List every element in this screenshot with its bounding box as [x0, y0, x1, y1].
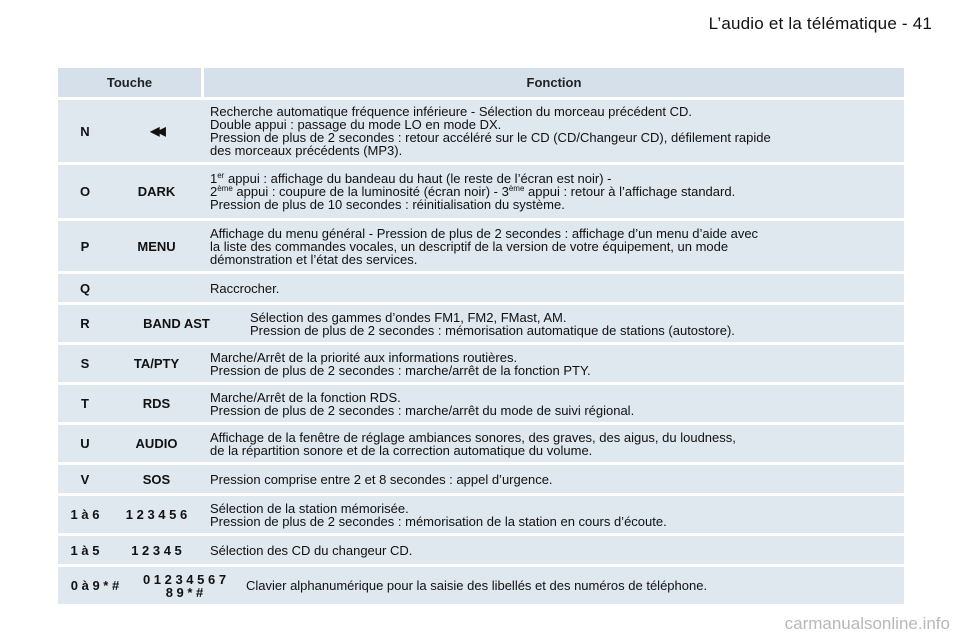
row-button: TA/PTY: [133, 356, 180, 371]
row-key: Q: [79, 280, 91, 296]
table-row: [58, 274, 904, 302]
row-key: 0 à 9 * #: [70, 578, 120, 593]
row-function: Pression comprise entre 2 et 8 secondes : appel d’urgence.: [210, 471, 553, 487]
row-function: Sélection de la station mémorisée. Pression de plus de 2 secondes : mémorisation de la station en cours d’écoute.: [210, 500, 667, 529]
row-button: MENU: [137, 238, 176, 254]
row-function: Recherche automatique fréquence inférieure - Sélection du morceau précédent CD. Double appui : passage du mode LO en mode DX. Pression de plus de 2 secondes : retour accéléré sur le CD (CD/Changeur CD), défilement rapide des morceaux précédents (MP3).: [210, 104, 771, 158]
table-row: [58, 165, 904, 218]
row-button: BAND AST: [143, 316, 210, 331]
row-function: Clavier alphanumérique pour la saisie des libellés et des numéros de téléphone.: [246, 578, 708, 593]
row-key: V: [80, 471, 90, 487]
row-key: U: [80, 436, 90, 451]
row-function: Raccrocher.: [210, 280, 280, 296]
row-button: DARK: [137, 184, 176, 199]
table-row: [58, 465, 904, 493]
row-function: Sélection des gammes d’ondes FM1, FM2, FMast, AM. Pression de plus de 2 secondes : mémorisation automatique de stations (autostore).: [250, 309, 735, 338]
table-row: [58, 221, 904, 271]
row-button: 1 2 3 4 5: [131, 542, 182, 558]
header-fonction: Fonction: [204, 68, 904, 97]
row-key: T: [81, 396, 89, 411]
table-row: [58, 100, 904, 162]
table-row: [58, 536, 904, 564]
row-key: P: [80, 238, 90, 254]
watermark: carmanualsonline.info: [784, 614, 950, 633]
row-button: 0 1 2 3 4 5 6 7 8 9 * #: [142, 571, 227, 600]
row-button: [112, 274, 201, 302]
row-key: R: [80, 316, 90, 331]
row-button: RDS: [142, 396, 171, 411]
page-header: L’audio et la télématique - 41: [708, 14, 932, 33]
row-function: Marche/Arrêt de la fonction RDS. Pression de plus de 2 secondes : marche/arrêt du mode de suivi régional.: [210, 389, 635, 418]
row-key: 1 à 5: [70, 542, 100, 558]
row-button: [112, 100, 201, 162]
row-key: N: [80, 123, 90, 139]
table-row: [58, 305, 904, 342]
table-row: [58, 425, 904, 462]
table-row: [58, 496, 904, 533]
table-row: [58, 345, 904, 382]
row-function: Marche/Arrêt de la priorité aux informations routières. Pression de plus de 2 secondes : marche/arrêt de la fonction PTY.: [210, 349, 591, 378]
table-row: [58, 385, 904, 422]
row-key: S: [80, 356, 90, 371]
rewind-icon: ◀◀: [150, 123, 163, 138]
row-function: Affichage de la fenêtre de réglage ambiances sonores, des graves, des aigus, du loudness, de la répartition sonore et de la correction automatique du volume.: [210, 429, 736, 458]
row-key: 1 à 6: [70, 507, 100, 522]
row-key: O: [79, 184, 91, 199]
header-touche: Touche: [58, 68, 201, 97]
row-button: SOS: [142, 471, 171, 487]
row-function: Sélection des CD du changeur CD.: [210, 542, 413, 558]
table-row: [58, 567, 904, 604]
function-table: [58, 68, 904, 607]
row-function: 1er appui : affichage du bandeau du haut (le reste de l’écran est noir) - 2ème appui : coupure de la luminosité (écran noir) - 3ème appui : retour à l’affichage standard. Pression de plus de 10 secondes : réinitialisation du système.: [210, 171, 736, 212]
row-function: Affichage du menu général - Pression de plus de 2 secondes : affichage d’un menu d’aide avec la liste des commandes vocales, un descriptif de la version de votre équipement, un mode démonstration et l’état des services.: [210, 225, 759, 267]
row-button: AUDIO: [135, 436, 178, 451]
table-header: [58, 68, 904, 97]
row-button: 1 2 3 4 5 6: [125, 507, 188, 522]
